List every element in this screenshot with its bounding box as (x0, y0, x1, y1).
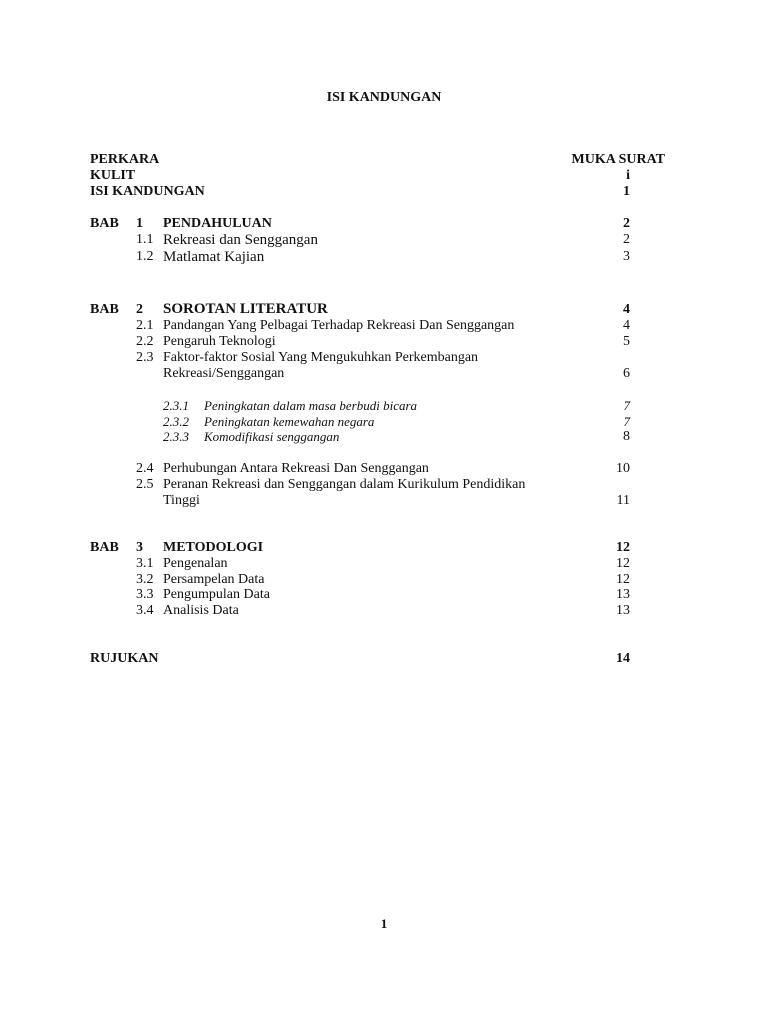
section-number: 2.4 (136, 461, 154, 476)
section-number: 2.2 (136, 334, 154, 349)
bab1-page: 2 (623, 216, 630, 231)
toc-page-rujukan: 14 (616, 651, 630, 666)
toc-entry-rujukan: RUJUKAN (90, 651, 159, 666)
section-number: 3.2 (136, 572, 154, 587)
section-title: Pengenalan (163, 556, 228, 571)
section-page: 2 (623, 232, 630, 247)
bab2-label: BAB (90, 302, 119, 317)
subsection-page: 8 (623, 429, 630, 444)
subsection-title: Komodifikasi senggangan (204, 429, 340, 444)
section-title: Peranan Rekreasi dan Senggangan dalam Kurikulum Pendidikan (163, 477, 526, 492)
bab3-title: METODOLOGI (163, 540, 264, 555)
section-page: 13 (616, 587, 630, 602)
bab1-title: PENDAHULUAN (163, 216, 272, 231)
toc-page-kulit: i (626, 168, 630, 183)
bab3-page: 12 (616, 540, 630, 555)
section-title: Matlamat Kajian (163, 249, 265, 265)
section-title-continued: Tinggi (163, 493, 200, 508)
toc-entry-isi-kandungan: ISI KANDUNGAN (90, 184, 205, 199)
section-number: 3.3 (136, 587, 154, 602)
toc-page-isi-kandungan: 1 (623, 184, 630, 199)
subsection-number: 2.3.3 (163, 429, 189, 444)
section-page: 11 (616, 493, 630, 508)
section-page: 12 (616, 556, 630, 571)
section-title: Faktor-faktor Sosial Yang Mengukuhkan Perkembangan (163, 350, 479, 365)
section-number: 2.1 (136, 318, 154, 333)
section-title: Pengumpulan Data (163, 587, 270, 602)
bab1-number: 1 (136, 216, 143, 231)
section-page: 10 (616, 461, 630, 476)
bab3-label: BAB (90, 540, 119, 555)
bab2-title: SOROTAN LITERATUR (163, 301, 328, 317)
section-number: 3.1 (136, 556, 154, 571)
section-title: Analisis Data (163, 603, 239, 618)
bab2-number: 2 (136, 302, 143, 317)
subsection-page: 7 (623, 398, 630, 413)
page-number: 1 (380, 916, 388, 931)
header-muka-surat: MUKA SURAT (571, 152, 665, 167)
section-title: Persampelan Data (163, 572, 265, 587)
section-title: Pandangan Yang Pelbagai Terhadap Rekreasi Dan Senggangan (163, 318, 515, 333)
section-title: Rekreasi dan Senggangan (163, 232, 318, 248)
section-number: 1.1 (136, 232, 154, 247)
section-page: 12 (616, 572, 630, 587)
subsection-title: Peningkatan kemewahan negara (204, 414, 375, 429)
header-perkara: PERKARA (90, 152, 160, 167)
subsection-page: 7 (623, 414, 630, 429)
section-title-continued: Rekreasi/Senggangan (163, 366, 285, 381)
page-title: ISI KANDUNGAN (326, 90, 442, 105)
subsection-title: Peningkatan dalam masa berbudi bicara (204, 398, 418, 413)
section-page: 4 (623, 318, 630, 333)
section-number: 2.3 (136, 350, 154, 365)
subsection-number: 2.3.1 (163, 398, 189, 413)
bab1-label: BAB (90, 216, 119, 231)
section-number: 1.2 (136, 249, 154, 264)
subsection-number: 2.3.2 (163, 414, 189, 429)
section-page: 13 (616, 603, 630, 618)
section-page: 6 (623, 366, 630, 381)
section-number: 3.4 (136, 603, 154, 618)
toc-entry-kulit: KULIT (90, 168, 136, 183)
section-page: 5 (623, 334, 630, 349)
bab2-page: 4 (623, 302, 630, 317)
bab3-number: 3 (136, 540, 143, 555)
section-page: 3 (623, 249, 630, 264)
section-title: Pengaruh Teknologi (163, 334, 276, 349)
section-number: 2.5 (136, 477, 154, 492)
section-title: Perhubungan Antara Rekreasi Dan Senggangan (163, 461, 429, 476)
